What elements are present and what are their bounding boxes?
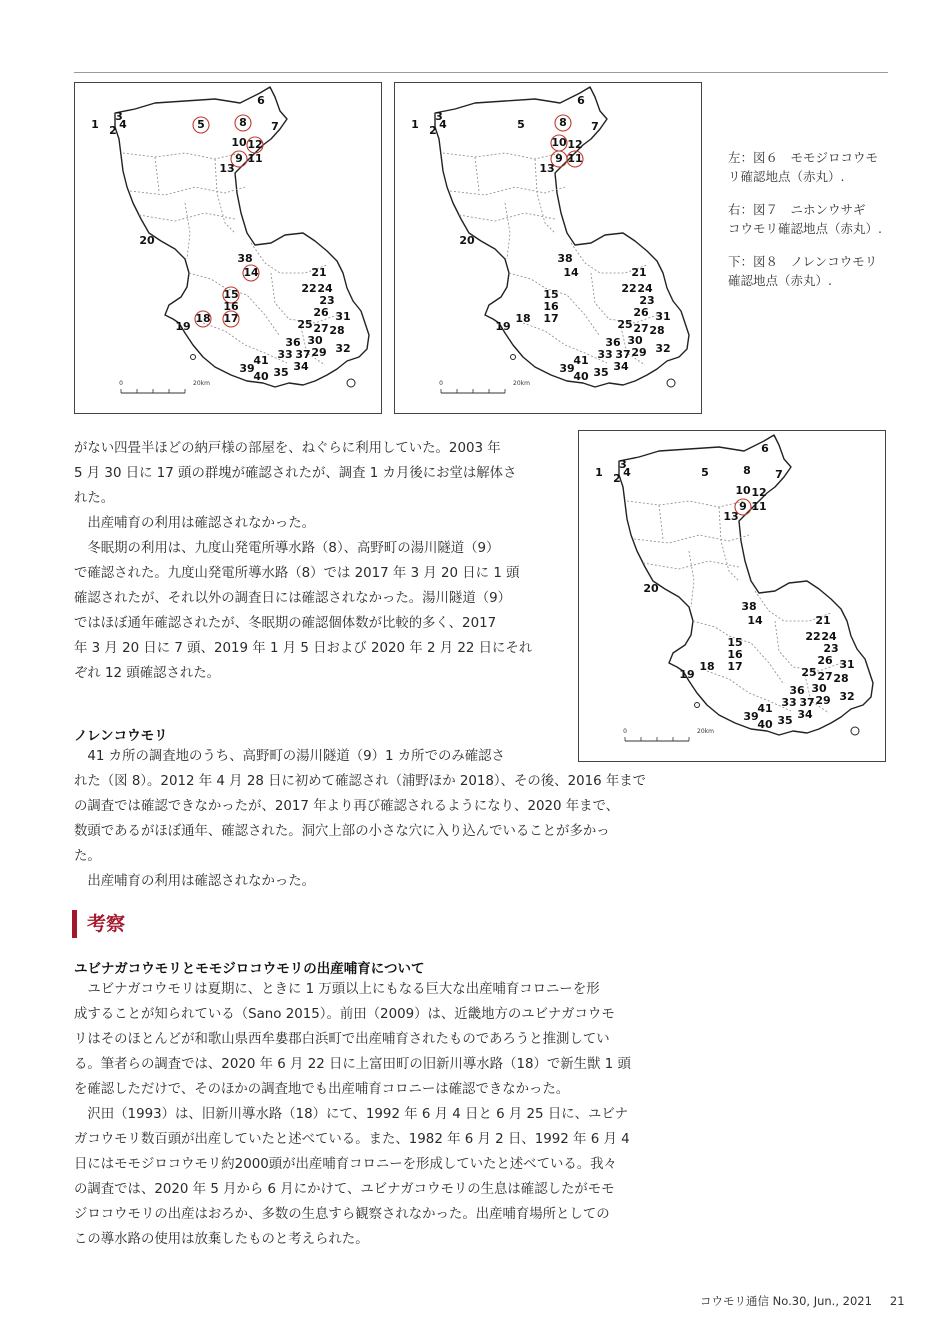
site-label: 9 (739, 500, 747, 513)
text3-line: 成することが知られている（Sano 2015）。前田（2009）は、近畿地方のユビナガコウモ (74, 1007, 615, 1022)
site-label: 31 (335, 310, 351, 323)
site-label: 26 (313, 306, 329, 319)
text-block-2 (74, 744, 674, 894)
site-label: 19 (175, 320, 191, 333)
site-label: 33 (277, 348, 293, 361)
site-label: 40 (573, 370, 589, 383)
site-label: 14 (747, 614, 763, 627)
site-label: 14 (243, 266, 259, 279)
site-label: 8 (239, 116, 247, 129)
island-shape (347, 379, 355, 387)
caption-fig6-line1: 左：図６ モモジロコウモ (728, 150, 879, 165)
site-label: 41 (757, 702, 773, 715)
site-label: 3 (115, 110, 123, 123)
text1-line: ぞれ 12 頭確認された。 (74, 666, 221, 681)
site-label: 12 (567, 138, 583, 151)
site-label: 30 (307, 334, 323, 347)
text3-line: ジロコウモリの出産はおろか、多数の生息すら観察されなかった。出産哺育場所としての (74, 1207, 610, 1222)
site-label: 28 (649, 324, 665, 337)
site-label: 22 (805, 630, 821, 643)
scale-end-label: 20km (697, 728, 714, 735)
site-label: 34 (293, 360, 309, 373)
text-block-1 (74, 436, 570, 686)
site-label: 39 (743, 710, 759, 723)
site-label: 16 (223, 300, 239, 313)
text1-line: がない四畳半ほどの納戸様の部屋を、ねぐらに利用していた。2003 年 (74, 441, 501, 456)
site-label: 31 (655, 310, 671, 323)
caption-fig6 (728, 148, 898, 186)
site-label: 22 (301, 282, 317, 295)
text3-line: 沢田（1993）は、旧新川導水路（18）にて、1992 年 6 月 4 日と 6 月 25 日に、ユビナ (87, 1107, 629, 1122)
text2-line: 数頭であるがほぼ通年、確認された。洞穴上部の小さな穴に入り込んでいることが多かっ (74, 824, 610, 839)
site-label: 5 (197, 118, 205, 131)
text3-line: この導水路の使用は放棄したものと考えられた。 (74, 1232, 369, 1247)
text1-line: で確認された。九度山発電所導水路（8）では 2017 年 3 月 20 日に 1 頭 (74, 566, 520, 581)
site-label: 19 (679, 668, 695, 681)
page-number: 21 (889, 1294, 905, 1308)
site-label: 15 (543, 288, 559, 301)
page-footer (700, 1293, 905, 1309)
site-label: 41 (573, 354, 589, 367)
site-label: 11 (567, 152, 583, 165)
caption-fig8 (728, 252, 898, 290)
island-shape (667, 379, 675, 387)
site-label: 2 (613, 472, 621, 485)
site-label: 13 (723, 510, 739, 523)
caption-fig8-line1: 下：図８ ノレンコウモリ (728, 254, 878, 269)
site-label: 36 (285, 336, 301, 349)
figure-6-map-svg (75, 83, 381, 413)
site-label: 6 (257, 94, 265, 107)
site-label: 18 (699, 660, 715, 673)
site-label: 18 (195, 312, 211, 325)
scale-end-label: 20km (193, 380, 210, 387)
site-label: 32 (335, 342, 351, 355)
scale-start-label: 0 (119, 380, 123, 387)
site-label: 6 (577, 94, 585, 107)
site-label: 2 (429, 124, 437, 137)
figure-6-map (74, 82, 382, 414)
journal-name: コウモリ通信 No.30, Jun., 2021 (700, 1294, 872, 1308)
site-label: 2 (109, 124, 117, 137)
site-label: 19 (495, 320, 511, 333)
site-label: 24 (821, 630, 837, 643)
caption-fig7 (728, 200, 898, 238)
site-label: 26 (633, 306, 649, 319)
site-label: 37 (799, 696, 815, 709)
caption-fig8-line2: 確認地点（赤丸）. (728, 273, 832, 288)
caption-fig6-line2: リ確認地点（赤丸）. (728, 169, 845, 184)
site-label: 23 (639, 294, 655, 307)
site-label: 5 (517, 118, 525, 131)
site-label: 40 (253, 370, 269, 383)
site-label: 9 (555, 152, 563, 165)
site-label: 8 (743, 464, 751, 477)
island-shape (695, 703, 700, 708)
site-label: 24 (637, 282, 653, 295)
site-label: 4 (119, 118, 127, 131)
site-label: 40 (757, 718, 773, 731)
site-label: 22 (621, 282, 637, 295)
site-label: 15 (223, 288, 239, 301)
site-label: 32 (839, 690, 855, 703)
site-label: 7 (271, 120, 279, 133)
scale-end-label: 20km (513, 380, 530, 387)
site-label: 7 (775, 468, 783, 481)
site-label: 16 (727, 648, 743, 661)
text1-line: 年 3 月 20 日に 7 頭、2019 年 1 月 5 日および 2020 年 2 月 22 日にそれ (74, 641, 533, 656)
text2-line: れた（図 8）。2012 年 4 月 28 日に初めて確認され（浦野ほか 2018）、その後、2016 年まで (74, 774, 647, 789)
text1-line: 確認されたが、それ以外の調査日には確認されなかった。湯川隧道（9） (74, 591, 512, 606)
text2-line: た。 (74, 849, 101, 864)
site-label: 27 (817, 670, 833, 683)
site-label: 33 (597, 348, 613, 361)
site-label: 28 (329, 324, 345, 337)
text1-line: 出産哺育の利用は確認されなかった。 (87, 516, 316, 531)
figure-7-map (394, 82, 702, 414)
site-label: 20 (459, 234, 475, 247)
site-label: 38 (237, 252, 253, 265)
site-label: 4 (439, 118, 447, 131)
text3-line: 日にはモモジロコウモリ約2000頭が出産哺育コロニーを形成していたと述べている。我々 (74, 1157, 617, 1172)
site-label: 13 (539, 162, 555, 175)
site-label: 16 (543, 300, 559, 313)
site-label: 37 (615, 348, 631, 361)
site-label: 29 (311, 346, 327, 359)
site-label: 1 (91, 118, 99, 131)
site-label: 13 (219, 162, 235, 175)
site-label: 41 (253, 354, 269, 367)
site-label: 11 (247, 152, 263, 165)
site-label: 20 (643, 582, 659, 595)
site-label: 38 (741, 600, 757, 613)
text1-line: れた。 (74, 491, 115, 506)
site-label: 30 (627, 334, 643, 347)
text2-line: の調査では確認できなかったが、2017 年より再び確認されるようになり、2020 年まで、 (74, 799, 620, 814)
text3-line: ユビナガコウモリは夏期に、ときに 1 万頭以上にもなる巨大な出産哺育コロニーを形 (87, 982, 600, 997)
site-label: 31 (839, 658, 855, 671)
site-label: 36 (605, 336, 621, 349)
site-label: 23 (823, 642, 839, 655)
site-label: 25 (617, 318, 633, 331)
site-label: 21 (311, 266, 327, 279)
site-label: 24 (317, 282, 333, 295)
site-label: 27 (313, 322, 329, 335)
site-label: 10 (735, 484, 751, 497)
text3-line: を確認しただけで、そのほかの調査地でも出産哺育コロニーは確認できなかった。 (74, 1082, 570, 1097)
site-label: 11 (751, 500, 767, 513)
text3-line: る。筆者らの調査では、2020 年 6 月 22 日に上富田町の旧新川導水路（18）で新生獣 1 頭 (74, 1057, 631, 1072)
site-label: 34 (613, 360, 629, 373)
site-label: 27 (633, 322, 649, 335)
site-label: 39 (559, 362, 575, 375)
text3-line: リはそのほとんどが和歌山県西牟婁郡白浜町で出産哺育されたものであろうと推測してい (74, 1032, 610, 1047)
site-label: 1 (411, 118, 419, 131)
site-label: 12 (751, 486, 767, 499)
site-label: 35 (273, 366, 289, 379)
site-label: 3 (435, 110, 443, 123)
site-label: 20 (139, 234, 155, 247)
island-shape (191, 355, 196, 360)
site-label: 10 (231, 136, 247, 149)
scale-start-label: 0 (623, 728, 627, 735)
caption-fig7-line2: コウモリ確認地点（赤丸）. (728, 221, 882, 236)
site-label: 38 (557, 252, 573, 265)
scale-start-label: 0 (439, 380, 443, 387)
site-label: 12 (247, 138, 263, 151)
figure-captions (728, 148, 898, 304)
site-label: 10 (551, 136, 567, 149)
text2-line: 出産哺育の利用は確認されなかった。 (87, 874, 316, 889)
text2-line: 41 カ所の調査地のうち、高野町の湯川隧道（9）1 カ所でのみ確認さ (87, 749, 505, 764)
site-label: 9 (235, 152, 243, 165)
site-label: 39 (239, 362, 255, 375)
site-label: 35 (777, 714, 793, 727)
site-label: 17 (543, 312, 559, 325)
site-label: 1 (595, 466, 603, 479)
figure-8-map-svg (579, 431, 885, 761)
island-shape (851, 727, 859, 735)
site-label: 4 (623, 466, 631, 479)
site-label: 37 (295, 348, 311, 361)
site-label: 36 (789, 684, 805, 697)
site-label: 25 (297, 318, 313, 331)
site-label: 35 (593, 366, 609, 379)
site-label: 8 (559, 116, 567, 129)
site-label: 3 (619, 458, 627, 471)
site-label: 17 (223, 312, 239, 325)
site-label: 6 (761, 442, 769, 455)
text3-line: ガコウモリ数百頭が出産していたと述べている。また、1982 年 6 月 2 日、1992 年 6 月 4 (74, 1132, 630, 1147)
site-label: 33 (781, 696, 797, 709)
text1-line: 5 月 30 日に 17 頭の群塊が確認されたが、調査 1 カ月後にお堂は解体さ (74, 466, 517, 481)
site-label: 5 (701, 466, 709, 479)
site-label: 29 (815, 694, 831, 707)
figure-8-map (578, 430, 886, 762)
site-label: 7 (591, 120, 599, 133)
figure-7-map-svg (395, 83, 701, 413)
text-block-3 (74, 977, 714, 1252)
site-label: 34 (797, 708, 813, 721)
discussion-heading: ユビナガコウモリとモモジロコウモリの出産哺育について (74, 961, 425, 977)
section-title: 考察 (72, 910, 125, 938)
site-label: 21 (815, 614, 831, 627)
caption-fig7-line1: 右：図７ ニホンウサギ (728, 202, 866, 217)
site-label: 15 (727, 636, 743, 649)
site-label: 21 (631, 266, 647, 279)
site-label: 18 (515, 312, 531, 325)
text1-line: 冬眠期の利用は、九度山発電所導水路（8）、高野町の湯川隧道（9） (87, 541, 500, 556)
site-label: 23 (319, 294, 335, 307)
text3-line: の調査では、2020 年 5 月から 6 月にかけて、ユビナガコウモリの生息は確認したがモモ (74, 1182, 615, 1197)
island-shape (511, 355, 516, 360)
site-label: 29 (631, 346, 647, 359)
site-label: 32 (655, 342, 671, 355)
top-rule (74, 72, 888, 73)
site-label: 26 (817, 654, 833, 667)
site-label: 14 (563, 266, 579, 279)
text1-line: ではほぼ通年確認されたが、冬眠期の確認個体数が比較的多く、2017 (74, 616, 497, 631)
site-label: 17 (727, 660, 743, 673)
noren-heading: ノレンコウモリ (74, 728, 168, 744)
site-label: 30 (811, 682, 827, 695)
site-label: 25 (801, 666, 817, 679)
site-label: 28 (833, 672, 849, 685)
